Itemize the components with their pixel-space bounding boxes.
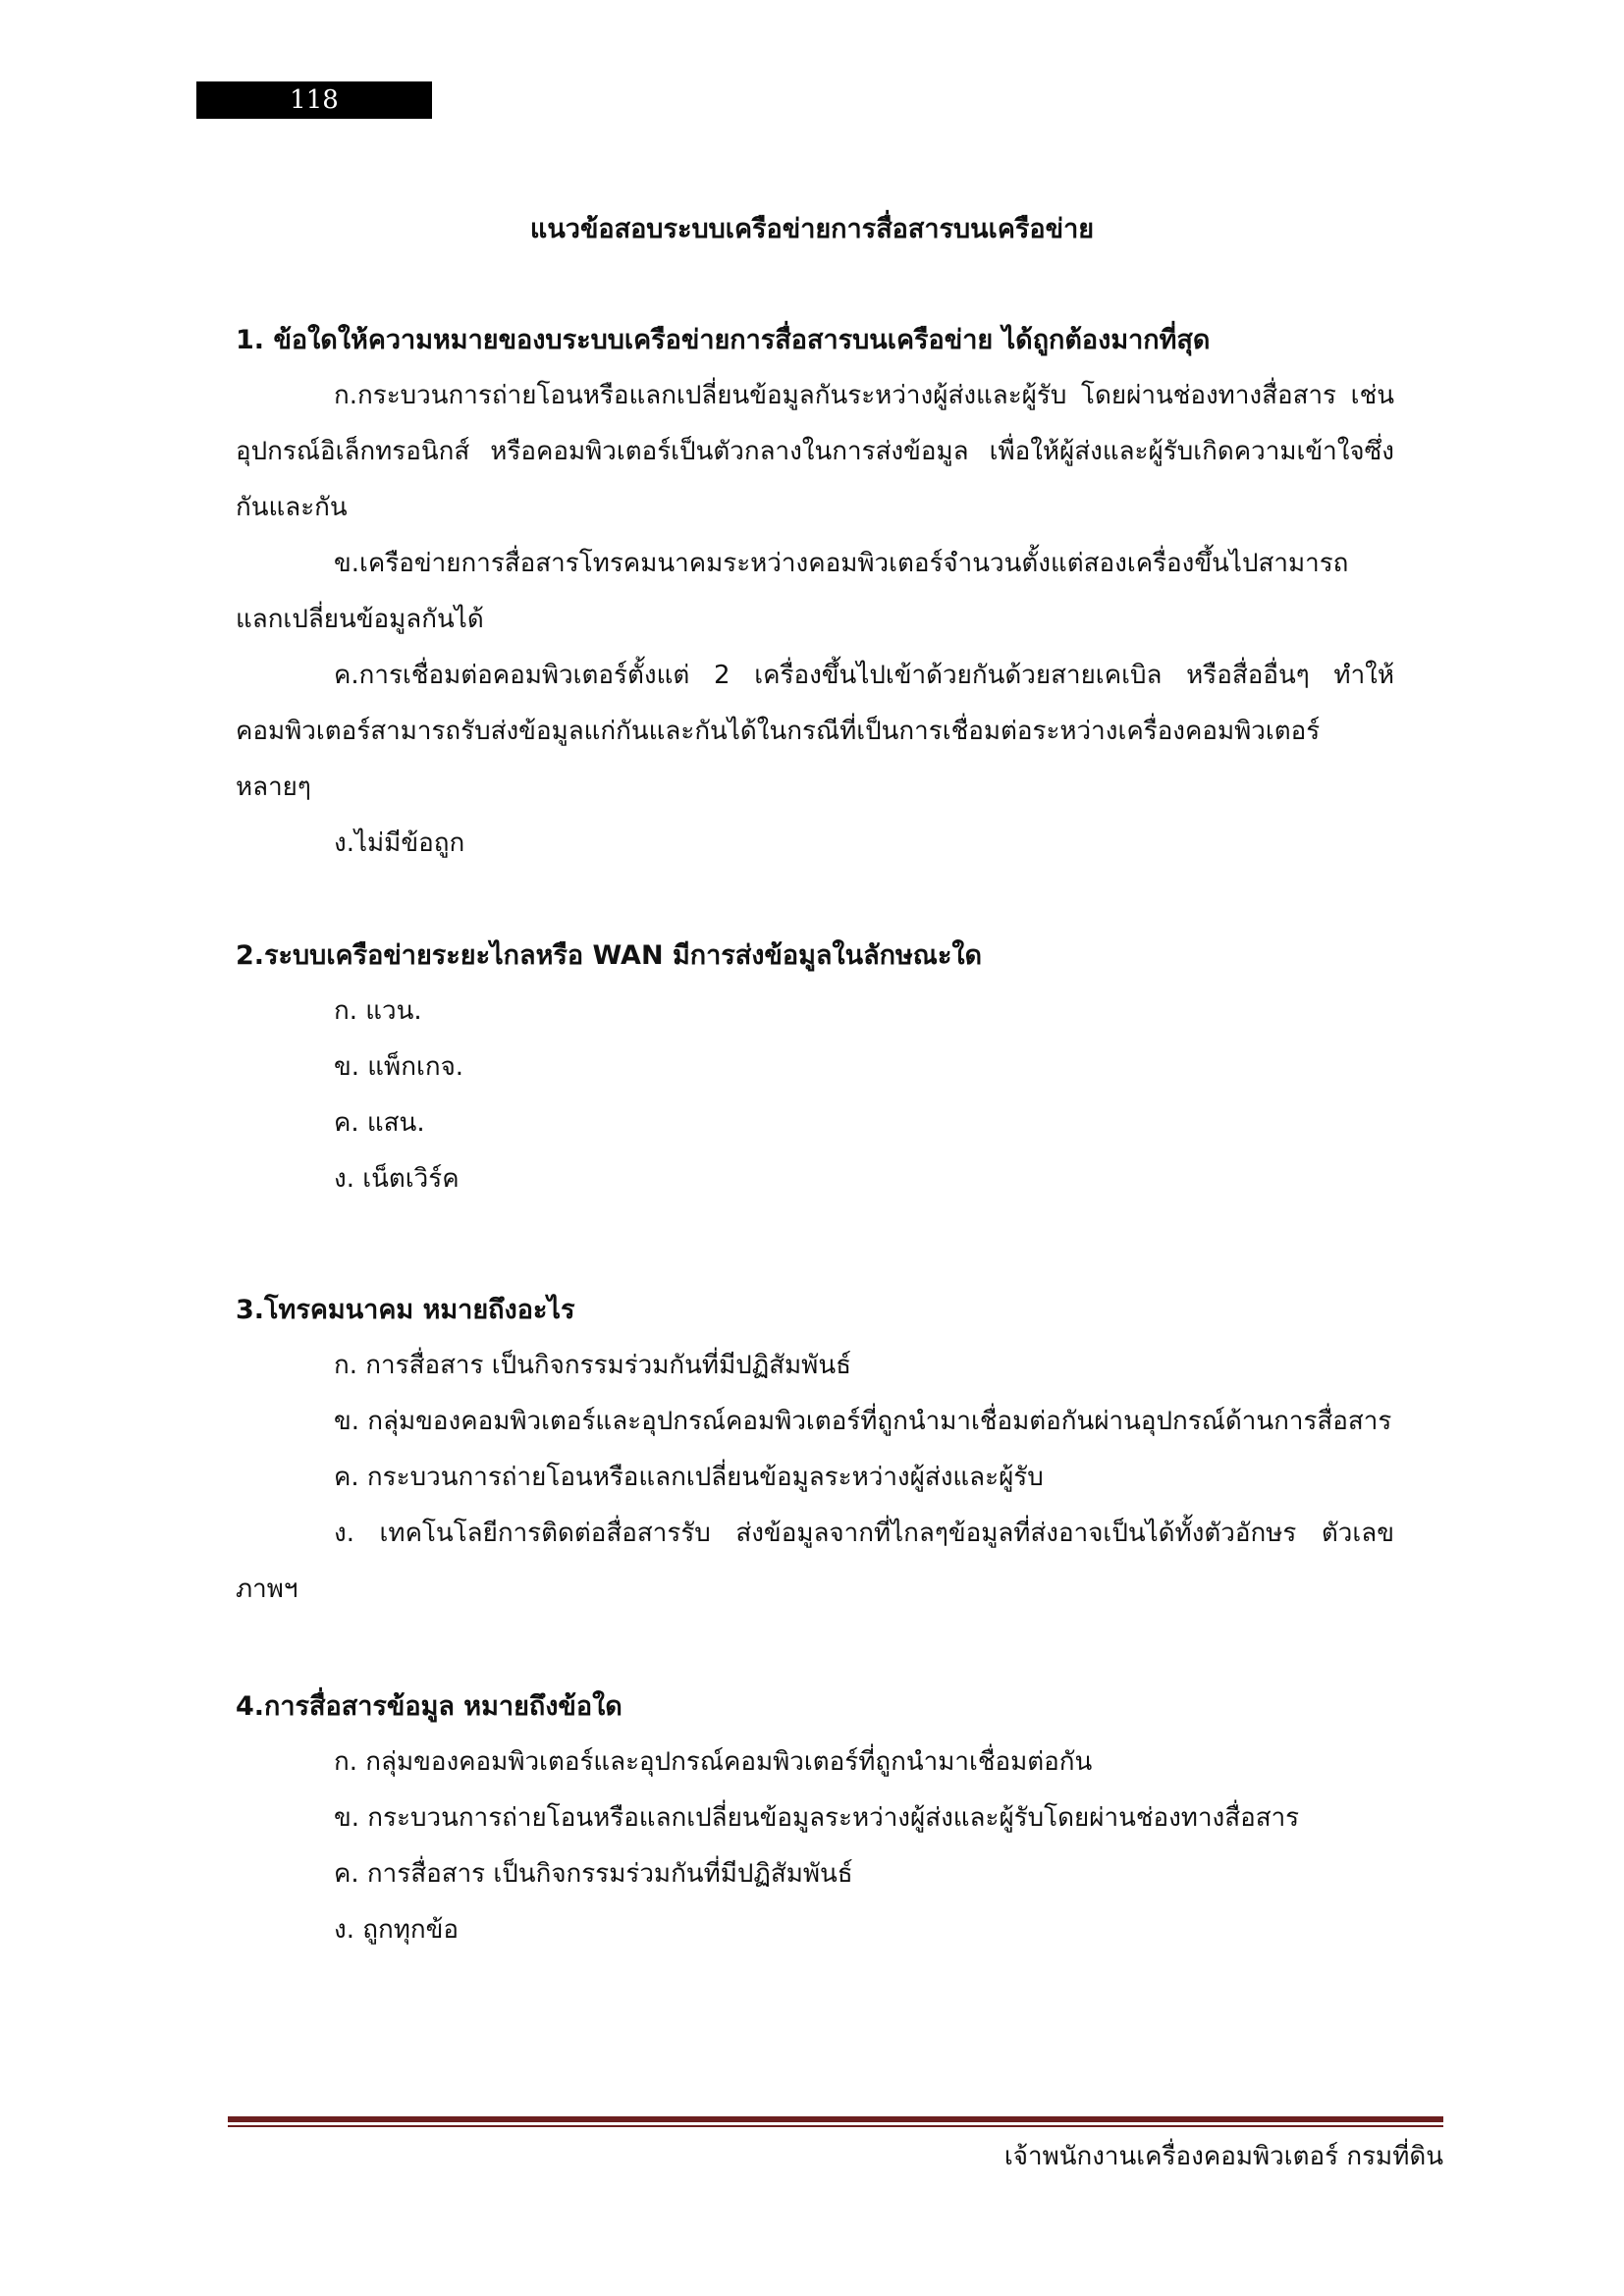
document-title: แนวข้อสอบระบบเครือข่ายการสื่อสารบนเครือข่าย	[529, 214, 1095, 244]
question-title: 4.การสื่อสารข้อมูล หมายถึงข้อใด	[236, 1691, 623, 1722]
question-2	[236, 928, 1394, 1207]
question-1	[236, 312, 1394, 872]
question-title: 1. ข้อใดให้ความหมายของบระบบเครือข่ายการสื่อสารบนเครือข่าย ได้ถูกต้องมากที่สุด	[236, 325, 1211, 355]
question-list	[236, 312, 1394, 1958]
question-3	[236, 1282, 1394, 1618]
answer-option: ค.การเชื่อมต่อคอมพิวเตอร์ตั้งแต่ 2 เครื่องขึ้นไปเข้าด้วยกันด้วยสายเคเบิล หรือสื่ออื่นๆ ทำให้คอมพิวเตอร์สามารถรับส่งข้อมูลแก่กันและกันได้ในกรณีที่เป็นการเชื่อมต่อระหว่างเครื่องคอมพิวเตอร์หลายๆ	[236, 661, 1394, 802]
spacer	[236, 1207, 1394, 1282]
answer-option: ง.ไม่มีข้อถูก	[334, 828, 465, 858]
answer-option: ง. ถูกทุกข้อ	[334, 1915, 459, 1945]
page-number: 118	[196, 81, 432, 119]
answer-option: ก. กลุ่มของคอมพิวเตอร์และอุปกรณ์คอมพิวเตอร์ที่ถูกนำมาเชื่อมต่อกัน	[334, 1747, 1093, 1777]
answer-option: ข.เครือข่ายการสื่อสารโทรคมนาคมระหว่างคอมพิวเตอร์จำนวนตั้งแต่สองเครื่องขึ้นไปสามารถแลกเปลี่ยนข้อมูลกันได้	[236, 549, 1349, 634]
footer-text: เจ้าพนักงานเครื่องคอมพิวเตอร์ กรมที่ดิน	[1003, 2142, 1443, 2171]
answer-option: ก. แวน.	[334, 996, 422, 1026]
answer-option: ข. กลุ่มของคอมพิวเตอร์และอุปกรณ์คอมพิวเตอร์ที่ถูกนำมาเชื่อมต่อกันผ่านอุปกรณ์ด้านการสื่อสาร	[334, 1407, 1392, 1436]
spacer	[236, 872, 1394, 928]
footer-divider	[228, 2116, 1443, 2122]
answer-option: ค. แสน.	[334, 1108, 425, 1138]
question-title: 3.โทรคมนาคม หมายถึงอะไร	[236, 1295, 575, 1325]
footer-divider-thin	[228, 2125, 1443, 2127]
answer-option: ง. เทคโนโลยีการติดต่อสื่อสารรับ ส่งข้อมูลจากที่ไกลๆข้อมูลที่ส่งอาจเป็นได้ทั้งตัวอักษร ตัวเลข ภาพฯ	[236, 1519, 1394, 1604]
answer-option: ง. เน็ตเวิร์ค	[334, 1164, 460, 1194]
answer-option: ค. กระบวนการถ่ายโอนหรือแลกเปลี่ยนข้อมูลระหว่างผู้ส่งและผู้รับ	[334, 1463, 1044, 1492]
question-title: 2.ระบบเครือข่ายระยะไกลหรือ WAN มีการส่งข้อมูลในลักษณะใด	[236, 940, 983, 971]
answer-option: ข. แพ็กเกจ.	[334, 1052, 464, 1082]
answer-option: ค. การสื่อสาร เป็นกิจกรรมร่วมกันที่มีปฏิสัมพันธ์	[334, 1859, 853, 1889]
answer-option: ก.กระบวนการถ่ายโอนหรือแลกเปลี่ยนข้อมูลกันระหว่างผู้ส่งและผู้รับ โดยผ่านช่องทางสื่อสาร เช่น อุปกรณ์อิเล็กทรอนิกส์ หรือคอมพิวเตอร์เป็นตัวกลางในการส่งข้อมูล เพื่อให้ผู้ส่งและผู้รับเกิดความเข้าใจซึ่งกันและกัน	[236, 381, 1394, 522]
spacer	[236, 1618, 1394, 1679]
question-4	[236, 1679, 1394, 1958]
answer-option: ข. กระบวนการถ่ายโอนหรือแลกเปลี่ยนข้อมูลระหว่างผู้ส่งและผู้รับโดยผ่านช่องทางสื่อสาร	[334, 1803, 1300, 1833]
answer-option: ก. การสื่อสาร เป็นกิจกรรมร่วมกันที่มีปฏิสัมพันธ์	[334, 1351, 851, 1380]
